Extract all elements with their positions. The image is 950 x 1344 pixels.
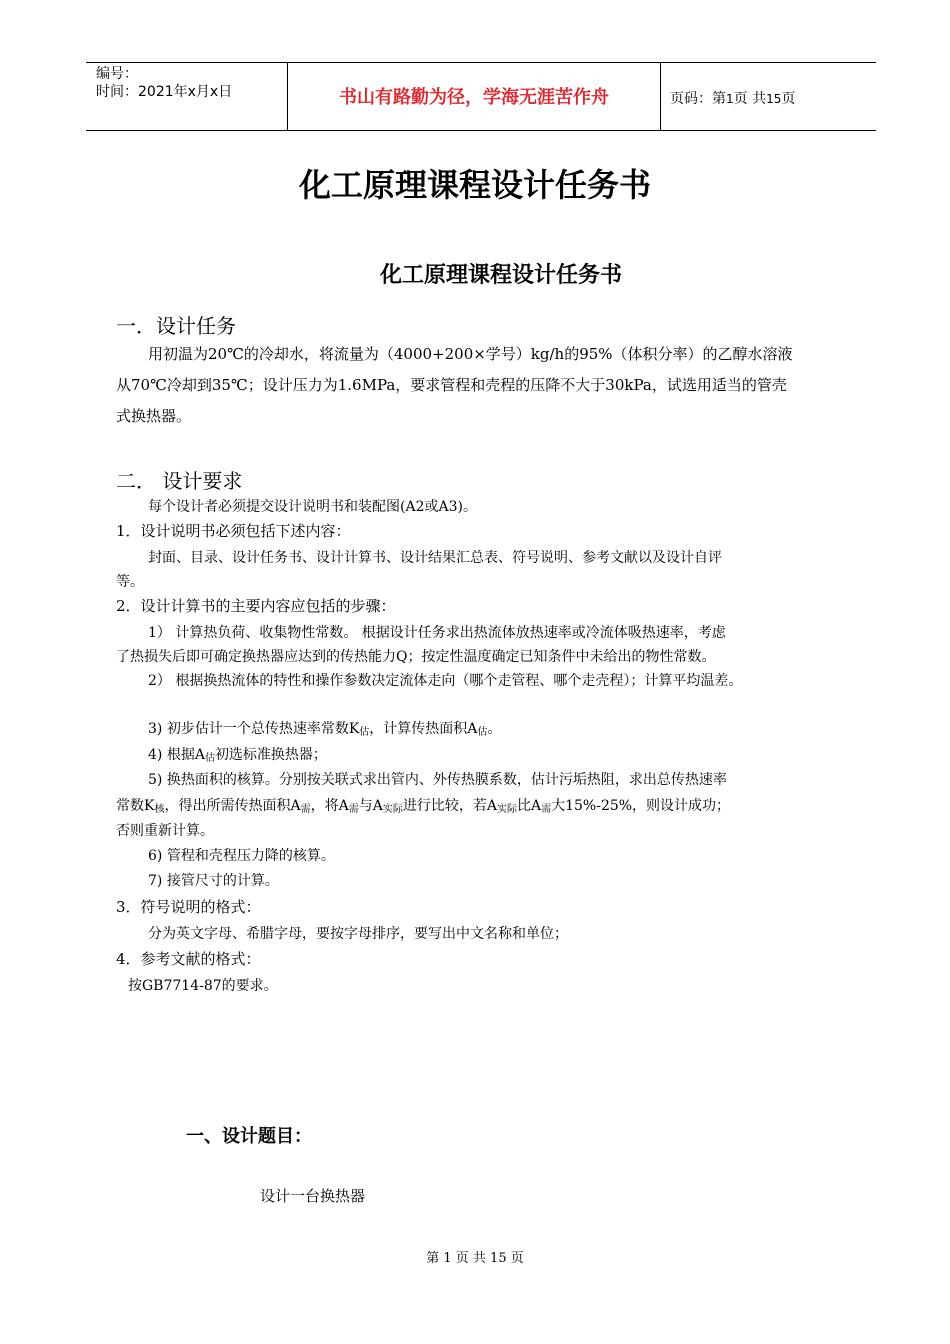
document-subtitle: 化工原理课程设计任务书 [380, 263, 623, 288]
header-time-label: 时间：2021年x月x日 [96, 84, 233, 100]
header-divider [660, 63, 661, 130]
header-page-suffix: 页 [781, 91, 796, 107]
task-paragraph-line: 从70℃冷却到35℃；设计压力为1.6MPa，要求管程和壳程的压降不大于30kPa，试选用适当的管壳 [116, 376, 787, 394]
calc-step-text: 3) 初步估计一个总传热速率常数K [148, 721, 360, 737]
subscript: 需 [348, 804, 359, 815]
requirement-item-body: 分为英文字母、希腊字母，要按字母排序，要写出中文名称和单位； [148, 926, 568, 942]
subscript: 估 [204, 753, 215, 764]
calc-step-text: 常数K [116, 798, 155, 814]
calc-step-text: 比A [516, 798, 542, 814]
calc-step: 2） 根据换热流体的特性和操作参数决定流体走向（哪个走管程、哪个走壳程）；计算平均温差。 [148, 673, 743, 689]
requirement-item-title: 2．设计计算书的主要内容应包括的步骤： [116, 597, 396, 615]
subscript: 估 [359, 727, 370, 738]
page-header [86, 62, 876, 131]
calc-step-text: 4) 根据A [148, 747, 205, 763]
subscript: 核 [154, 804, 165, 815]
header-left-block [96, 65, 232, 101]
calc-step-text: ，计算传热面积A [369, 721, 478, 737]
calc-step-text: 进行比较，若A [402, 798, 497, 814]
calc-step [116, 795, 730, 815]
calc-step: 了热损失后即可确定换热器应达到的传热能力Q；按定性温度确定已知条件中未给出的物性常数。 [116, 649, 716, 665]
calc-step: 6) 管程和壳程压力降的核算。 [148, 848, 335, 864]
calc-step-text: ，将A [310, 798, 349, 814]
header-page-current: 1 [726, 92, 734, 106]
calc-step [148, 744, 327, 764]
calc-step: 5) 换热面积的核算。分别按关联式求出管内、外传热膜系数，估计污垢热阻，求出总传热速率 [148, 772, 727, 788]
calc-step-text: ，得出所需传热面积A [164, 798, 301, 814]
requirement-item-title: 1．设计说明书必须包括下述内容： [116, 522, 351, 540]
subscript: 估 [477, 727, 488, 738]
requirement-item-body: 等。 [116, 574, 144, 590]
requirement-item-title: 4．参考文献的格式： [116, 950, 261, 968]
calc-step: 1） 计算热负荷、收集物性常数。 根据设计任务求出热流体放热速率或冷流体吸热速率，考虑 [148, 625, 726, 641]
header-page-middle: 页 共 [733, 91, 767, 107]
design-topic-body: 设计一台换热器 [260, 1187, 366, 1205]
subscript: 实际 [382, 804, 403, 815]
section-heading-design-topic: 一、设计题目： [186, 1126, 312, 1147]
task-paragraph-line: 用初温为20℃的冷却水，将流量为（4000+200×学号）kg/h的95%（体积分率）的乙醇水溶液 [148, 345, 793, 363]
calc-step: 否则重新计算。 [116, 823, 214, 839]
requirement-item-title: 3．符号说明的格式： [116, 898, 261, 916]
page-footer: 第 1 页 共 15 页 [426, 1251, 524, 1266]
header-motto: 书山有路勤为径，学海无涯苦作舟 [339, 87, 609, 108]
section-heading-task: 一．设计任务 [116, 314, 236, 338]
calc-step-text: 初选标准换热器； [214, 747, 327, 763]
calc-step: 7) 接管尺寸的计算。 [148, 873, 279, 889]
calc-step-text: 。 [487, 721, 502, 737]
task-paragraph-line: 式换热器。 [116, 407, 192, 425]
requirement-item-body: 封面、目录、设计任务书、设计计算书、设计结果汇总表、符号说明、参考文献以及设计自评 [148, 550, 722, 566]
subscript: 需 [541, 804, 552, 815]
subscript: 实际 [496, 804, 517, 815]
section-heading-requirements: 二． 设计要求 [116, 469, 243, 493]
requirement-item-body: 按GB7714-87的要求。 [128, 978, 278, 994]
subscript: 需 [300, 804, 311, 815]
requirements-intro: 每个设计者必须提交设计说明书和装配图(A2或A3)。 [148, 499, 477, 515]
header-number-label: 编号： [96, 66, 138, 82]
header-page-total: 15 [766, 92, 782, 106]
calc-step-text: 大15%-25%，则设计成功； [551, 798, 731, 814]
document-title: 化工原理课程设计任务书 [298, 166, 651, 204]
calc-step-text: 与A [358, 798, 383, 814]
header-page-number [670, 88, 795, 108]
header-page-prefix: 页码：第 [670, 91, 726, 107]
calc-step [148, 718, 501, 738]
